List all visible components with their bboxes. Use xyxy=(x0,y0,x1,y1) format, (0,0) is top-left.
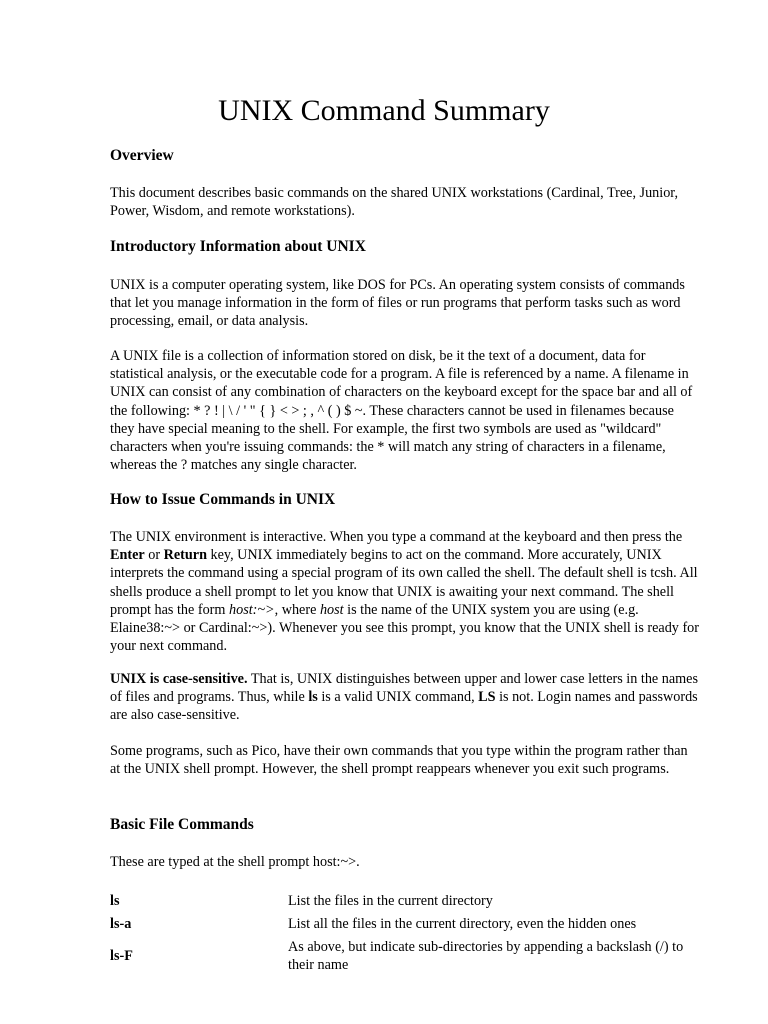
overview-heading: Overview xyxy=(110,147,174,164)
issue-paragraph-3: Some programs, such as Pico, have their own commands that you type within the program rather than at the UNIX shell prompt. However, the shell prompt reappears whenever you exit such programs. xyxy=(110,743,688,778)
command-name: ls xyxy=(110,893,120,909)
issue-heading: How to Issue Commands in UNIX xyxy=(110,491,336,508)
command-description: As above, but indicate sub-directories by appending a backslash (/) to their name xyxy=(288,939,684,974)
command-description: List the files in the current directory xyxy=(288,893,493,909)
intro-heading: Introductory Information about UNIX xyxy=(110,238,366,255)
issue-paragraph-2: UNIX is case-sensitive. That is, UNIX distinguishes between upper and lower case letters in the names of files and programs. Thus, while ls is a valid UNIX command, LS is not. Login names and passwords are also case-sensitive. xyxy=(110,671,698,724)
issue-paragraph-1: The UNIX environment is interactive. When you type a command at the keyboard and then press the Enter or Return key, UNIX immediately begins to act on the command. More accurately, UNIX interprets the command using a special program of its own called the shell. The default shell is tcsh. All shells produce a shell prompt to let you know that UNIX is awaiting your next command. The shell prompt has the form host:~>, where host is the name of the UNIX system you are using (e.g. Elaine38:~> or Cardinal:~>). Whenever you see this prompt, you know that the UNIX shell is ready for your next command. xyxy=(110,529,699,655)
basic-intro: These are typed at the shell prompt host:~>. xyxy=(110,854,360,870)
command-name: ls-F xyxy=(110,948,133,964)
command-description: List all the files in the current directory, even the hidden ones xyxy=(288,916,637,932)
intro-paragraph-2: A UNIX file is a collection of information stored on disk, be it the text of a document, data for statistical analysis, or the executable code for a program. A file is referenced by a name. A filename in UNIX can consist of any combination of characters on the keyboard except for the space bar and all of the following: * ? ! | \ / ' " { } < > ; , ^ ( ) $ ~. These characters cannot be used in filenames because they have special meaning to the shell. For example, the first two symbols are used as "wildcard" characters when you're issuing commands: the * will match any string of characters in a filename, whereas the ? matches any single character. xyxy=(110,348,693,474)
overview-paragraph: This document describes basic commands on the shared UNIX workstations (Cardinal, Tree, Junior, Power, Wisdom, and remote workstations). xyxy=(110,185,679,220)
basic-heading: Basic File Commands xyxy=(110,816,254,833)
intro-paragraph-1: UNIX is a computer operating system, like DOS for PCs. An operating system consists of commands that let you manage information in the form of files or run programs that perform tasks such as word processing, email, or data analysis. xyxy=(110,277,685,330)
document-title: UNIX Command Summary xyxy=(218,94,550,127)
command-name: ls-a xyxy=(110,916,132,932)
